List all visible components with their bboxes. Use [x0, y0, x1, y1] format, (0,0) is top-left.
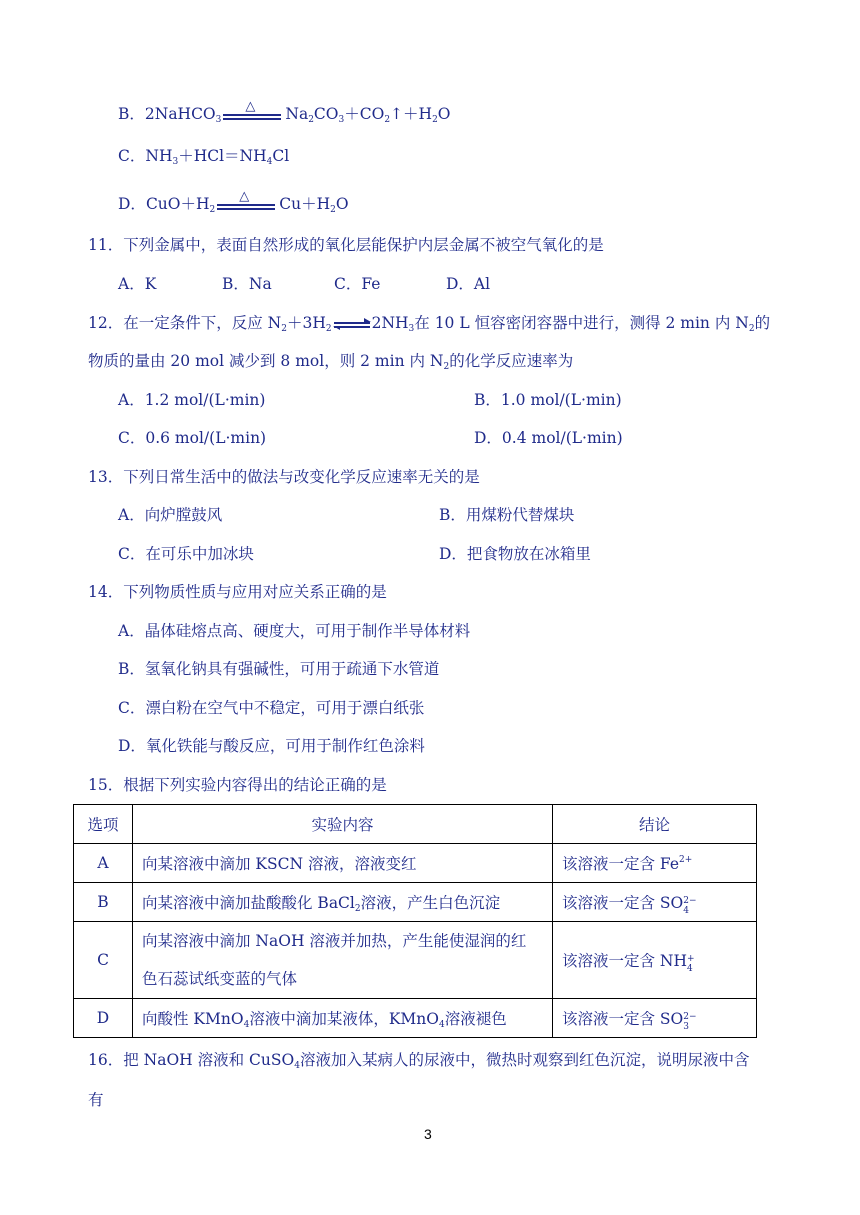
q12-option-a: A．1.2 mol/(L·min): [118, 391, 266, 409]
q15-stem: 15．根据下列实验内容得出的结论正确的是: [88, 776, 387, 794]
q13-option-a: A．向炉膛鼓风: [118, 506, 223, 524]
q10-option-c: C．$NH_3+HCl=NH_4Cl$: [118, 147, 290, 167]
q13-option-b: B．用煤粉代替煤块: [439, 506, 575, 524]
q13-option-d: D．把食物放在冰箱里: [439, 545, 591, 563]
row-option: A: [74, 844, 133, 883]
row-conclusion: 该溶液一定含 NH + 4: [553, 922, 757, 999]
q14-option-b: B．氢氧化钠具有强碱性，可用于疏通下水管道: [118, 660, 440, 678]
q10-option-b: B．2NaHCO$_3$ △ $Na_2CO_3+CO_2↑+H_2O$: [118, 99, 451, 125]
table-row: [74, 999, 757, 1038]
q12-option-b: B．1.0 mol/(L·min): [474, 391, 622, 409]
header-conclusion: 结论: [553, 805, 757, 844]
row-conclusion: 该溶液一定含 SO 2− 4: [553, 883, 757, 922]
equilibrium-arrow-icon: [332, 314, 372, 334]
q14-option-c: C．漂白粉在空气中不稳定，可用于漂白纸张: [118, 699, 425, 717]
row-option: C: [74, 922, 133, 999]
table-row: [74, 883, 757, 922]
row-option: D: [74, 999, 133, 1038]
table-row: [74, 922, 757, 999]
q16-stem-line2: 有: [88, 1091, 104, 1109]
row-experiment: 向某溶液中滴加 KSCN 溶液，溶液变红: [133, 844, 553, 883]
row-conclusion: 该溶液一定含 $Fe^{2+}$: [553, 844, 757, 883]
q13-stem: 13．下列日常生活中的做法与改变化学反应速率无关的是: [88, 468, 480, 486]
q11-option-c: C．Fe: [334, 275, 381, 293]
row-option: B: [74, 883, 133, 922]
q13-option-c: C．在可乐中加冰块: [118, 545, 254, 563]
page-number: 3: [424, 1126, 432, 1142]
q12-stem-line1: 12．在一定条件下，反应 $N_2+3H_2$ $2NH_3$在 10 L 恒容密闭容器中进行，测得 2 min 内 $N_2$的: [88, 314, 771, 334]
row-experiment: 向某溶液中滴加 NaOH 溶液并加热，产生能使湿润的红 色石蕊试纸变蓝的气体: [133, 922, 553, 999]
row-experiment: 向某溶液中滴加盐酸酸化 BaCl$_2$溶液，产生白色沉淀: [133, 883, 553, 922]
q12-option-d: D．0.4 mol/(L·min): [474, 429, 623, 447]
table-header-row: [74, 805, 757, 844]
table-row: [74, 844, 757, 883]
q11-option-b: B．Na: [222, 275, 272, 293]
heat-condition-arrow: △: [221, 105, 285, 125]
header-option: 选项: [74, 805, 133, 844]
q14-option-d: D．氧化铁能与酸反应，可用于制作红色涂料: [118, 737, 425, 755]
row-conclusion: 该溶液一定含 SO 2− 3: [553, 999, 757, 1038]
q12-option-c: C．0.6 mol/(L·min): [118, 429, 267, 447]
experiment-table: [73, 804, 757, 1038]
q11-option-a: A．K: [118, 275, 157, 293]
q14-option-a: A．晶体硅熔点高、硬度大，可用于制作半导体材料: [118, 622, 471, 640]
heat-condition-arrow: △: [215, 195, 279, 215]
header-experiment: 实验内容: [133, 805, 553, 844]
q14-stem: 14．下列物质性质与应用对应关系正确的是: [88, 583, 387, 601]
q11-stem: 11．下列金属中，表面自然形成的氧化层能保护内层金属不被空气氧化的是: [88, 236, 604, 254]
row-experiment: 向酸性 KMnO$_4$溶液中滴加某液体，KMnO$_4$溶液褪色: [133, 999, 553, 1038]
q10-option-d: D．$CuO+H_2$ △ $Cu+H_2O$: [118, 189, 349, 215]
q16-stem-line1: 16．把 NaOH 溶液和 CuSO$_4$溶液加入某病人的尿液中，微热时观察到红色沉淀，说明尿液中含: [88, 1051, 750, 1071]
q12-stem-line2: 物质的量由 20 mol 减少到 8 mol，则 2 min 内 $N_2$的化学反应速率为: [88, 352, 574, 372]
q11-option-d: D．Al: [446, 275, 491, 293]
